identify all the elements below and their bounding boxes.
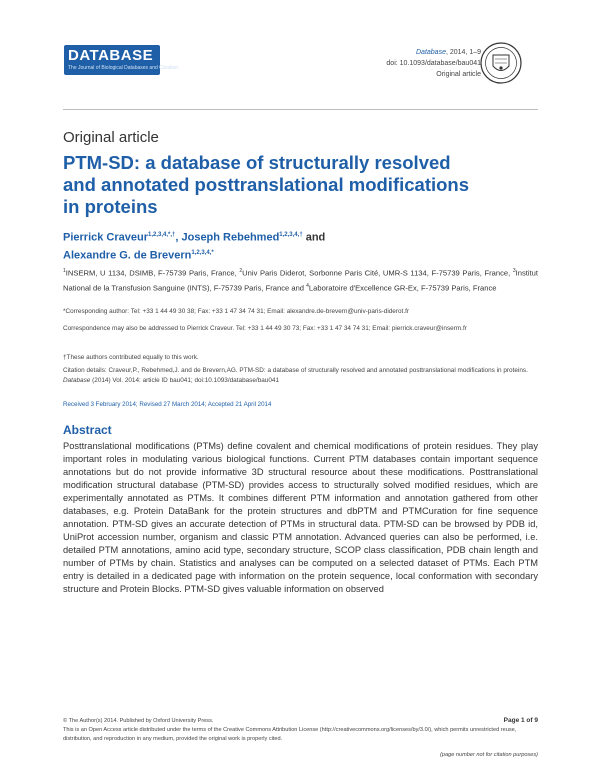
- logo-subtitle: The Journal of Biological Databases and Curation: [68, 65, 179, 71]
- university-seal-icon: [480, 42, 522, 84]
- license-text: This is an Open Access article distributed under the terms of the Creative Commons Attribution License (http://creativecommons.org/licenses/by/3.0/), which permits unrestricted reuse, distribution, and reproduction in any medium, provided the original work is properly cited.: [63, 727, 517, 742]
- affil-text: Univ Paris Diderot, Sorbonne Paris Cité, UMR-S 1134, F-75739 Paris, France,: [242, 268, 513, 278]
- citation-ref: (2014) Vol. 2014: article ID bau041; doi:10.1093/database/bau041: [90, 377, 280, 384]
- author-name: Joseph Rebehmed: [181, 231, 280, 244]
- affil-marker: 4: [306, 282, 309, 289]
- author-conjunction: and: [305, 231, 326, 244]
- correspondence-note: Correspondence may also be addressed to Pierrick Craveur. Tel: +33 1 44 49 30 73; Fax: +33 1 47 34 74 31; Email: pierrick.craveur@inserm.fr: [63, 325, 467, 332]
- author-list: Pierrick Craveur$^{1,2,3,4,*,\dagger}$, Joseph Rebehmed$^{1,2,3,4,\dagger}$ and Alexandre G. de Brevern$^{1,2,3,4,*}$: [63, 231, 326, 262]
- journal-logo: [64, 45, 179, 75]
- author-affiliation-marker: 1,2,3,4,*,†: [148, 232, 176, 238]
- header-info: [386, 47, 481, 80]
- author-name: Alexandre G. de Brevern: [63, 249, 192, 262]
- abstract-text: Posttranslational modifications (PTMs) define covalent and chemical modifications of protein residues. They play important roles in modulating various biological functions. Current PTM databases contain important sequence annotations but do not provide informative 3D structural resource about these modifications. Posttranslational modification structural database (PTM-SD) provides access to structurally solved modified residues, which are experimentally annotated as PTMs. It combines different PTM information and annotation gathered from other databases, e.g. Protein DataBank for the protein structures and dbPTM and PTMCuration for fine sequence annotation. PTM-SD gives an accurate detection of PTMs in structural data. PTM-SD can be browsed by PDB id, UniProt accession number, organism and classic PTM annotation. Advanced queries can also be performed, i.e. detailed PTM annotations, amino acid type, secondary structure, SCOP class classification, PDB chain length and number of PTMs by chain. Statistics and analyses can be computed on a selected dataset of PTMs. Each PTM entry is detailed in a dedicated page with information on the protein sequence, local conformation with secondary structure and Protein Blocks. PTM-SD gives valuable information on observed: [63, 441, 538, 594]
- journal-citation: [386, 47, 481, 58]
- abstract-heading: Abstract: [63, 423, 112, 437]
- logo-text: DATABASE: [68, 47, 154, 64]
- affil-text: Institut National de la Transfusion Sanguine (INTS), F-75739 Paris, France and: [63, 268, 538, 293]
- corresponding-author: *Corresponding author: Tel: +33 1 44 49 30 38; Fax: +33 1 47 34 74 31; Email: alexandre.de-brevern@univ-paris-diderot.fr: [63, 308, 409, 315]
- journal-name: Database: [416, 49, 446, 56]
- author-affiliation-marker: 1,2,3,4,*: [191, 249, 214, 256]
- citation-text: Citation details: Craveur,P., Rebehmed,J. and de Brevern,AG. PTM-SD: a database of structurally resolved and annotated posttranslational modifications in proteins.: [63, 367, 528, 374]
- article-title: PTM-SD: a database of structurally resolved and annotated posttranslational modifications in proteins: [63, 152, 470, 217]
- affil-text: INSERM, U 1134, DSIMB, F-75739 Paris, France,: [65, 268, 240, 278]
- header-divider: [63, 109, 538, 110]
- affil-marker: 1: [63, 268, 66, 274]
- affil-marker: 3: [512, 268, 516, 274]
- header-article-type: Original article: [436, 71, 481, 78]
- equal-contribution-note: †These authors contributed equally to this work.: [63, 354, 199, 361]
- author-affiliation-marker: 1,2,3,4,†: [279, 232, 303, 238]
- author-name: Pierrick Craveur: [63, 231, 148, 244]
- copyright-text: © The Author(s) 2014. Published by Oxford University Press.: [63, 718, 214, 724]
- affiliations: [63, 265, 538, 294]
- affil-text: Laboratoire d'Excellence GR-Ex, F-75739 Paris, France: [308, 283, 497, 293]
- affil-marker: 2: [239, 268, 243, 274]
- header-doi: doi: 10.1093/database/bau041: [386, 60, 481, 67]
- page-number: Page 1 of 9: [503, 717, 538, 724]
- citation-details: [63, 366, 538, 386]
- page-number-note: (page number not for citation purposes): [440, 752, 538, 758]
- license-footer: [63, 717, 538, 744]
- journal-info: , 2014, 1–9: [445, 49, 481, 56]
- article-type: Original article: [63, 129, 159, 146]
- received-dates: Received 3 February 2014; Revised 27 March 2014; Accepted 21 April 2014: [63, 401, 272, 408]
- citation-journal: Database: [63, 377, 91, 384]
